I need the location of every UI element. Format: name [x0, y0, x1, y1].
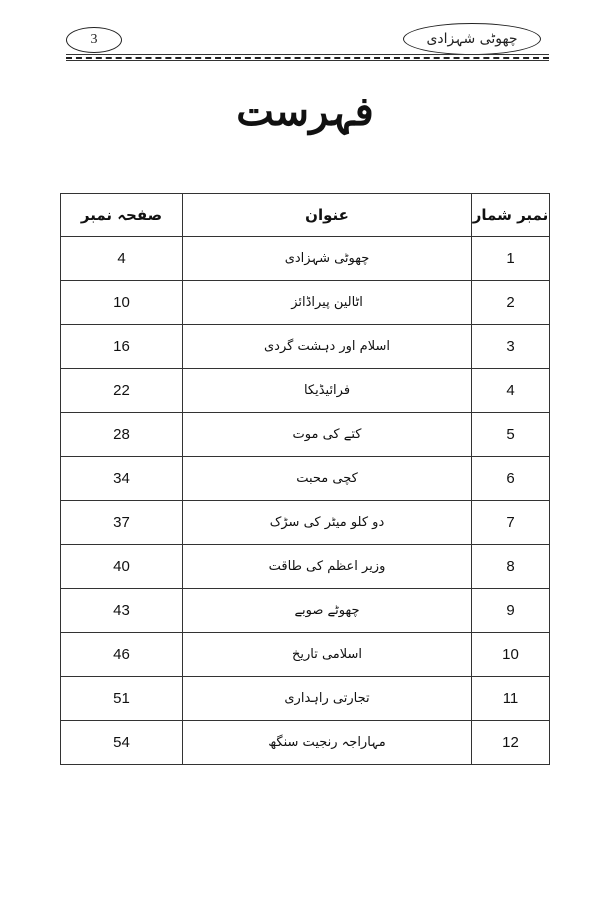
- table-row: [61, 413, 550, 457]
- table-header-row: [61, 194, 550, 237]
- row-serial-number: 1: [472, 237, 550, 281]
- row-title: کچی محبت: [183, 457, 472, 501]
- row-serial-number: 11: [472, 677, 550, 721]
- page-number: 3: [66, 27, 122, 53]
- table-row: [61, 457, 550, 501]
- row-title: تجارتی راہداری: [183, 677, 472, 721]
- row-page-number: 28: [61, 413, 183, 457]
- row-title: فرائیڈیکا: [183, 369, 472, 413]
- row-page-number: 34: [61, 457, 183, 501]
- row-title: دو کلو میٹر کی سڑک: [183, 501, 472, 545]
- contents-table: [60, 193, 550, 765]
- row-page-number: 51: [61, 677, 183, 721]
- row-title: وزیر اعظم کی طاقت: [183, 545, 472, 589]
- column-header-title: عنوان: [183, 194, 472, 237]
- table-row: [61, 281, 550, 325]
- row-title: کتے کی موت: [183, 413, 472, 457]
- row-page-number: 10: [61, 281, 183, 325]
- row-title: اسلام اور دہشت گردی: [183, 325, 472, 369]
- table-row: [61, 237, 550, 281]
- header-rule-top: [66, 54, 549, 55]
- row-serial-number: 5: [472, 413, 550, 457]
- row-serial-number: 12: [472, 721, 550, 765]
- column-header-number: نمبر شمار: [472, 194, 550, 237]
- header-rule-dashed: [66, 57, 549, 59]
- table-row: [61, 721, 550, 765]
- row-serial-number: 7: [472, 501, 550, 545]
- table-row: [61, 633, 550, 677]
- row-serial-number: 8: [472, 545, 550, 589]
- table-row: [61, 589, 550, 633]
- row-title: مہاراجہ رنجیت سنگھ: [183, 721, 472, 765]
- row-serial-number: 6: [472, 457, 550, 501]
- row-title: اسلامی تاریخ: [183, 633, 472, 677]
- row-page-number: 46: [61, 633, 183, 677]
- row-title: چھوٹی شہزادی: [183, 237, 472, 281]
- row-title: چھوٹے صوبے: [183, 589, 472, 633]
- row-page-number: 22: [61, 369, 183, 413]
- row-page-number: 40: [61, 545, 183, 589]
- row-serial-number: 4: [472, 369, 550, 413]
- row-page-number: 43: [61, 589, 183, 633]
- table-row: [61, 677, 550, 721]
- row-serial-number: 3: [472, 325, 550, 369]
- table-row: [61, 325, 550, 369]
- row-page-number: 37: [61, 501, 183, 545]
- running-header-title: چھوٹی شہزادی: [403, 23, 541, 55]
- table-row: [61, 501, 550, 545]
- row-page-number: 54: [61, 721, 183, 765]
- row-serial-number: 9: [472, 589, 550, 633]
- row-page-number: 16: [61, 325, 183, 369]
- table-row: [61, 545, 550, 589]
- row-serial-number: 2: [472, 281, 550, 325]
- header-rule-bottom: [66, 60, 549, 61]
- row-title: اٹالین پیراڈائز: [183, 281, 472, 325]
- table-row: [61, 369, 550, 413]
- row-page-number: 4: [61, 237, 183, 281]
- column-header-page: صفحہ نمبر: [61, 194, 183, 237]
- page-title: فہرست: [236, 88, 374, 135]
- row-serial-number: 10: [472, 633, 550, 677]
